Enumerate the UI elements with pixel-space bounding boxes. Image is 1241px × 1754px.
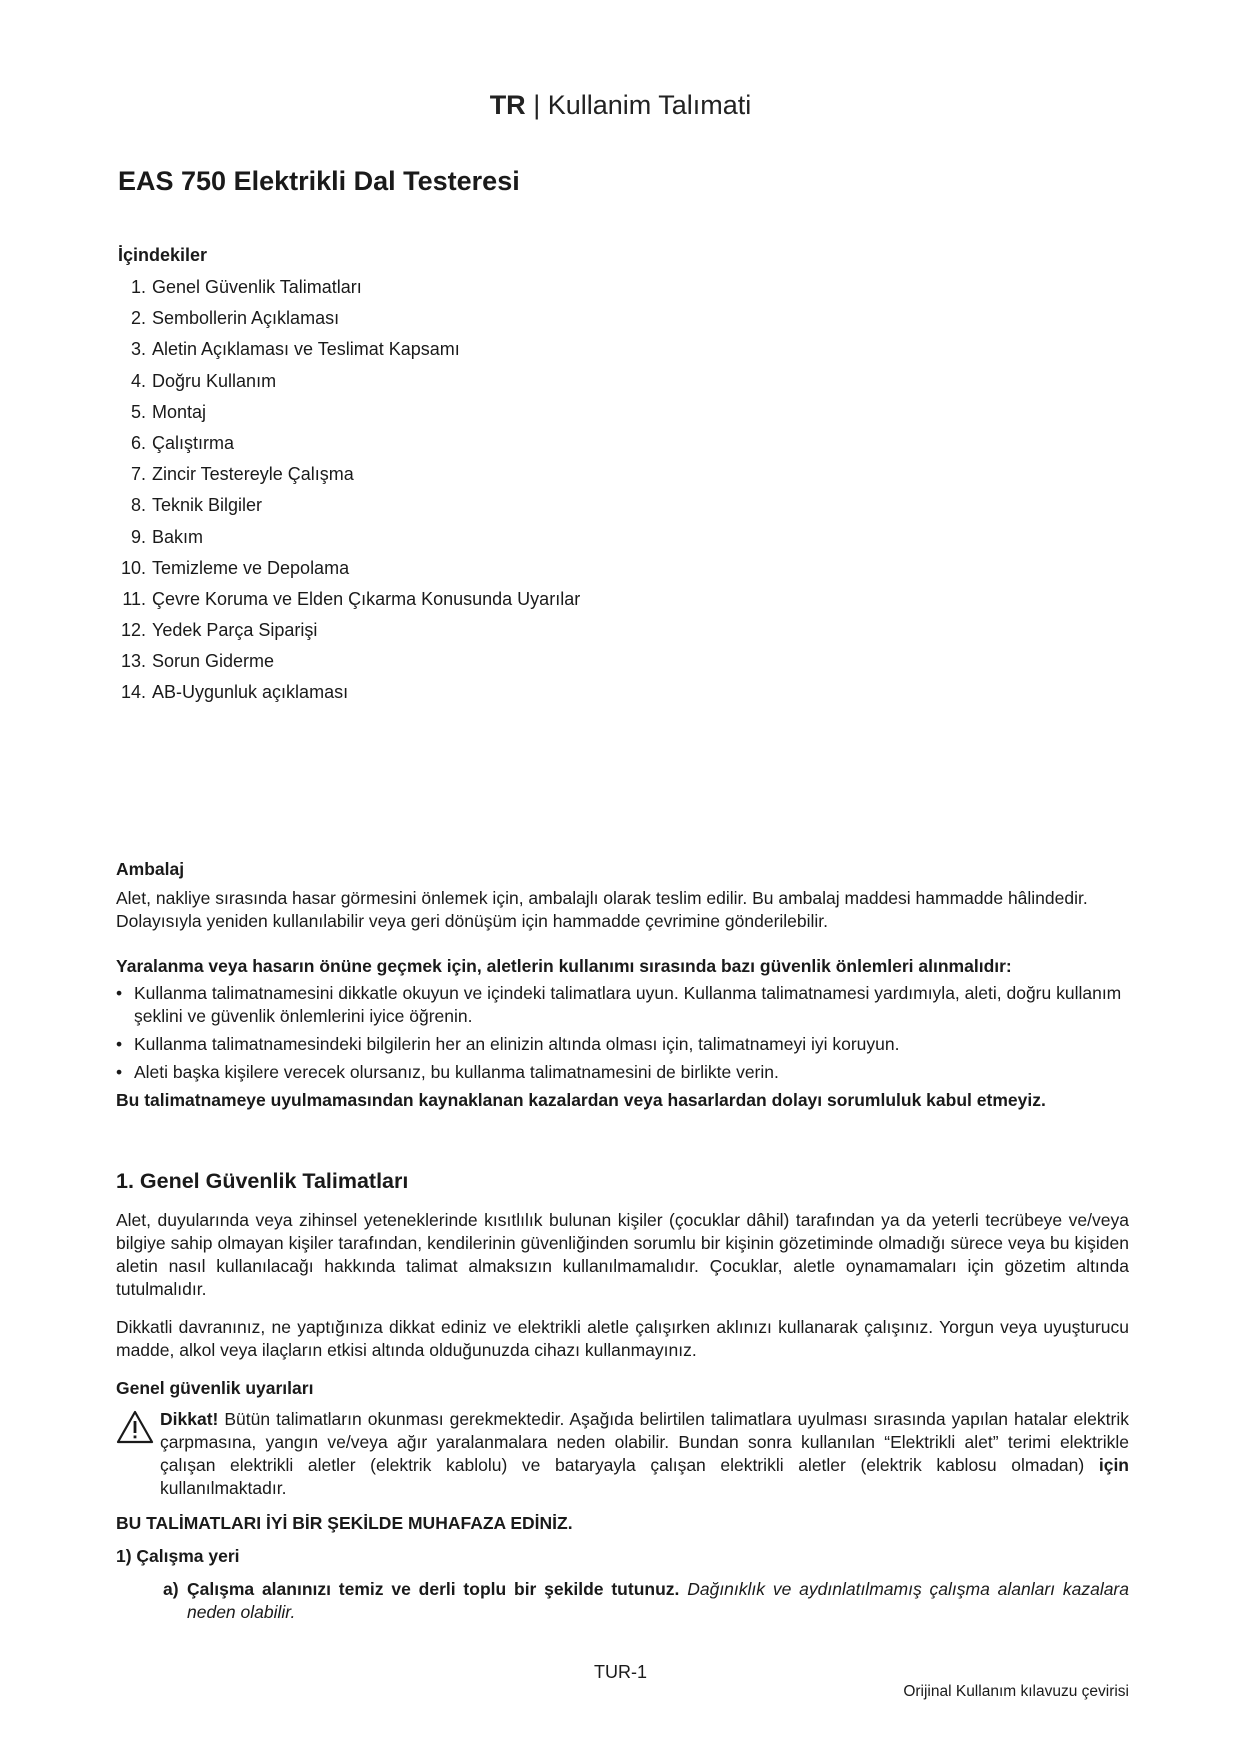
section-1-paragraph-1: Alet, duyularında veya zihinsel yeteneklerinde kısıtlılık bulunan kişiler (çocuklar dâhil) tarafından ya da yeterli tecrübeye ve/veya bilgiye sahip olmayan kişiler tarafından, kendilerinin güvenliğinden sorumlu bir kişinin gözetiminde olmadığı sürece veya bu kişiden aletin nasıl kullanılacağı hakkında talimat almaksızın kullanılmamalıdır. Çocuklar, aletle oynamamaları için gözetim altında tutulmalıdır.: [116, 1210, 1129, 1299]
warning-text: [160, 1408, 1129, 1500]
toc-item-number: 6.: [130, 432, 146, 453]
keep-instructions-notice: BU TALİMATLARI İYİ BİR ŞEKİLDE MUHAFAZA EDİNİZ.: [116, 1513, 573, 1533]
list-item: [116, 1033, 1129, 1056]
toc-item: [118, 463, 580, 494]
bullet-dot: •: [116, 983, 123, 1003]
item-a-label: a): [163, 1579, 179, 1599]
toc-item-label: Yedek Parça Siparişi: [152, 620, 318, 641]
toc-item-label: Montaj: [152, 401, 207, 422]
toc-item-label: Zincir Testereyle Çalışma: [152, 464, 354, 485]
toc-item-label: Sembollerin Açıklaması: [152, 308, 340, 329]
toc-item-number: 3.: [130, 339, 146, 360]
header-lang: TR: [489, 90, 526, 120]
general-safety-heading: Genel güvenlik uyarıları: [116, 1378, 314, 1398]
toc-item-label: Doğru Kullanım: [152, 370, 277, 391]
list-item: [116, 1061, 1129, 1084]
page-header: [0, 90, 1241, 121]
toc-item-number: 4.: [130, 370, 146, 391]
toc-item-number: 1.: [130, 277, 146, 297]
bullet-dot: •: [116, 1062, 123, 1082]
toc-item: [118, 650, 580, 681]
safety-bullet-list: [116, 982, 1129, 1084]
toc-item: [118, 619, 580, 650]
warning-label: Dikkat!: [160, 1409, 219, 1429]
toc-item-number: 10.: [120, 557, 146, 578]
bullet-text: Kullanma talimatnamesindeki bilgilerin her an elinizin altında olması için, talimatnameyi iyi koruyun.: [134, 1034, 900, 1054]
workplace-heading: 1) Çalışma yeri: [116, 1546, 240, 1566]
toc-item-number: 9.: [130, 526, 146, 547]
item-a-text: [187, 1578, 1129, 1624]
safety-intro-section: [116, 955, 1129, 1112]
toc-item-number: 13.: [120, 651, 146, 672]
toc-item: [118, 557, 580, 588]
toc-item-number: 11.: [122, 588, 146, 609]
table-of-contents: [118, 245, 580, 713]
ambalaj-section: [116, 858, 1129, 933]
section-1-title: 1. Genel Güvenlik Talimatları: [116, 1169, 409, 1193]
ambalaj-heading: Ambalaj: [116, 859, 185, 879]
document-title: EAS 750 Elektrikli Dal Testeresi: [118, 166, 520, 196]
toc-item-number: 12.: [120, 620, 146, 641]
toc-item: [118, 681, 580, 712]
toc-item: [118, 276, 580, 307]
section-1-paragraph-2: Dikkatli davranınız, ne yaptığınıza dikkat ediniz ve elektrikli aletle çalışırken aklınızı kullanarak çalışınız. Yorgun veya uyuşturucu madde, alkol veya ilaçların etkisi altında olduğunuzda cihazı kullanmayınız.: [116, 1317, 1129, 1360]
toc-item-label: Çevre Koruma ve Elden Çıkarma Konusunda Uyarılar: [152, 588, 581, 609]
toc-item: [118, 401, 580, 432]
toc-item: [118, 338, 580, 369]
warning-text-part-2: kullanılmaktadır.: [160, 1478, 287, 1498]
warning-bold-word: için: [1098, 1455, 1129, 1475]
toc-item: [118, 432, 580, 463]
toc-item-label: Çalıştırma: [152, 432, 235, 453]
warning-block: [116, 1408, 1129, 1500]
toc-item: [118, 526, 580, 557]
workplace-item-a: [116, 1578, 1129, 1624]
section-1: [116, 1170, 1129, 1624]
toc-item-label: Aletin Açıklaması ve Teslimat Kapsamı: [152, 339, 460, 360]
header-title: Kullanim Talımati: [547, 90, 752, 120]
list-item: [116, 982, 1129, 1028]
safety-intro-heading: Yaralanma veya hasarın önüne geçmek için, aletlerin kullanımı sırasında bazı güvenlik önlemleri alınmalıdır:: [116, 956, 1012, 976]
page-number: TUR-1: [594, 1662, 647, 1682]
toc-item: [118, 588, 580, 619]
toc-list: [118, 276, 580, 713]
item-a-bold: Çalışma alanınızı temiz ve derli toplu bir şekilde tutunuz.: [187, 1579, 680, 1599]
warning-triangle-icon: [116, 1408, 160, 1500]
toc-item-label: Teknik Bilgiler: [152, 495, 263, 516]
toc-item-number: 2.: [130, 308, 146, 329]
warning-text-part-1: Bütün talimatların okunması gerekmektedir. Aşağıda belirtilen talimatlara uyulması sırasında yapılan hatalar elektrik çarpmasına, yangın ve/veya ağır yaralanmalara neden olabilir. Bundan sonra kullanılan “Elektrikli alet” terimi elektrikle çalışan elektrikli aletler (elektrik kablolu) ve bataryayla çalışan elektrikli aletler (elektrik kablosu olmadan): [160, 1409, 1129, 1475]
toc-item-number: 7.: [130, 464, 146, 485]
header-separator: |: [525, 90, 548, 120]
toc-item-number: 14.: [120, 682, 146, 703]
toc-item-label: Temizleme ve Depolama: [152, 557, 350, 578]
toc-item-label: AB-Uygunluk açıklaması: [152, 682, 349, 703]
bullet-text: Aleti başka kişilere verecek olursanız, bu kullanma talimatnamesini de birlikte verin.: [134, 1062, 779, 1082]
toc-item-label: Sorun Giderme: [152, 651, 275, 672]
toc-item-label: Genel Güvenlik Talimatları: [152, 277, 362, 297]
toc-item-label: Bakım: [152, 526, 204, 547]
toc-item: [118, 494, 580, 525]
toc-item: [118, 370, 580, 401]
toc-heading: İçindekiler: [118, 245, 208, 265]
bullet-dot: •: [116, 1034, 123, 1054]
toc-item: [118, 307, 580, 338]
ambalaj-text: Alet, nakliye sırasında hasar görmesini önlemek için, ambalajlı olarak teslim edilir. Bu ambalaj maddesi hammadde hâlindedir. Dolayısıyla yeniden kullanılabilir veya geri dönüşüm için hammadde çevrimine gönderilebilir.: [116, 888, 1088, 931]
toc-item-number: 5.: [130, 401, 146, 422]
liability-disclaimer: Bu talimatnameye uyulmamasından kaynaklanan kazalardan veya hasarlardan dolayı sorumluluk kabul etmeyiz.: [116, 1090, 1046, 1110]
bullet-text: Kullanma talimatnamesini dikkatle okuyun ve içindeki talimatlara uyun. Kullanma talimatnamesi yardımıyla, aleti, doğru kullanım şeklini ve güvenlik önlemlerini iyice öğrenin.: [134, 983, 1122, 1026]
toc-item-number: 8.: [130, 495, 146, 516]
item-a-italic: Dağınıklık ve aydınlatılmamış çalışma alanları kazalara neden olabilir.: [187, 1579, 1129, 1622]
translation-note: Orijinal Kullanım kılavuzu çevirisi: [903, 1683, 1129, 1700]
